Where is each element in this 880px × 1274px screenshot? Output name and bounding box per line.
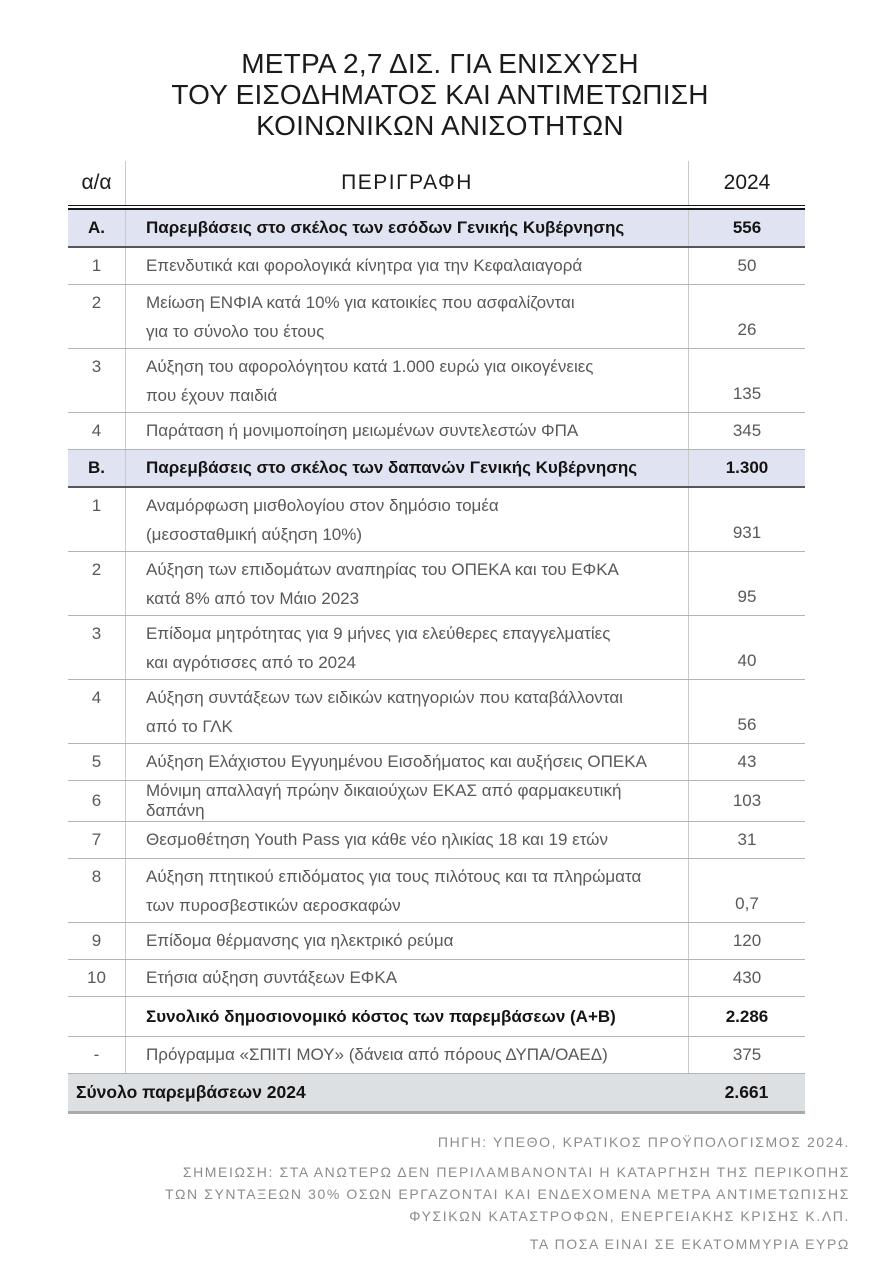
- row-value: 375: [688, 1037, 805, 1073]
- row-value: 430: [688, 960, 805, 996]
- row-description: [125, 680, 688, 743]
- description-line: από το ΓΛΚ: [146, 716, 233, 736]
- row-index: [68, 997, 125, 1036]
- description-line: που έχουν παιδιά: [146, 385, 278, 405]
- row-description: [125, 248, 688, 284]
- description-line: Επίδομα μητρότητας για 9 μήνες για ελεύθερες επαγγελματίες: [146, 623, 611, 643]
- page-title: [0, 0, 880, 141]
- row-value: 31: [688, 822, 805, 858]
- row-value: 26: [688, 285, 805, 348]
- grand-total-value: 2.661: [724, 1082, 769, 1102]
- row-description: [125, 744, 688, 780]
- table-row-section-a: [68, 210, 805, 248]
- row-index: Α.: [88, 218, 105, 237]
- row-value: 50: [688, 248, 805, 284]
- description-line: (μεσοσταθμική αύξηση 10%): [146, 524, 363, 544]
- table-row: [68, 349, 805, 413]
- description-line: των πυροσβεστικών αεροσκαφών: [146, 895, 401, 915]
- row-description: [125, 1037, 688, 1073]
- row-description: [125, 413, 688, 449]
- title-line-1: ΜΕΤΡΑ 2,7 ΔΙΣ. ΓΙΑ ΕΝΙΣΧΥΣΗ: [241, 48, 639, 79]
- row-value: 43: [688, 744, 805, 780]
- description-line: Παράταση ή μονιμοποίηση μειωμένων συντελεστών ΦΠΑ: [146, 421, 579, 440]
- description-line: Αύξηση Ελάχιστου Εγγυημένου Εισοδήματος και αυξήσεις ΟΠΕΚΑ: [146, 752, 647, 771]
- row-description: [125, 488, 688, 551]
- table-row: [68, 923, 805, 960]
- row-index: 3: [91, 357, 102, 376]
- description-line: Θεσμοθέτηση Youth Pass για κάθε νέο ηλικίας 18 και 19 ετών: [146, 830, 608, 849]
- footnote-line: ΤΩΝ ΣΥΝΤΑΞΕΩΝ 30% ΟΣΩΝ ΕΡΓΑΖΟΝΤΑΙ ΚΑΙ ΕΝΔΕΧΟΜΕΝΑ ΜΕΤΡΑ ΑΝΤΙΜΕΤΩΠΙΣΗΣ: [165, 1186, 850, 1202]
- table-row: [68, 413, 805, 450]
- table-row: [68, 680, 805, 744]
- table-row: [68, 744, 805, 781]
- row-index: 4: [91, 688, 102, 707]
- table-row: [68, 1037, 805, 1074]
- table-row: [68, 552, 805, 616]
- row-description: [125, 960, 688, 996]
- row-description: [125, 822, 688, 858]
- row-value: 556: [688, 210, 805, 246]
- row-value: 135: [688, 349, 805, 412]
- title-line-2: ΤΟΥ ΕΙΣΟΔΗΜΑΤΟΣ ΚΑΙ ΑΝΤΙΜΕΤΩΠΙΣΗ: [171, 79, 709, 110]
- row-index: 2: [91, 293, 102, 312]
- row-description: [125, 210, 688, 246]
- source-note: ΠΗΓΗ: ΥΠΕΘΟ, ΚΡΑΤΙΚΟΣ ΠΡΟΫΠΟΛΟΓΙΣΜΟΣ 2024.: [437, 1134, 850, 1150]
- measures-table: [68, 161, 805, 1114]
- row-value: 2.286: [688, 997, 805, 1036]
- row-index: 9: [91, 931, 102, 950]
- row-description: [125, 859, 688, 922]
- table-header-row: [68, 161, 805, 206]
- table-row: [68, 488, 805, 552]
- row-index: 5: [91, 752, 102, 771]
- row-description: [125, 285, 688, 348]
- description-line: και αγρότισσες από το 2024: [146, 652, 357, 672]
- row-value: 0,7: [688, 859, 805, 922]
- table-row: [68, 248, 805, 285]
- row-index: 7: [91, 830, 102, 849]
- row-description: [125, 349, 688, 412]
- description-line: Αύξηση πτητικού επιδόματος για τους πιλότους και τα πληρώματα: [146, 866, 642, 886]
- description-line: Αναμόρφωση μισθολογίου στον δημόσιο τομέα: [146, 495, 499, 515]
- footnote-line: ΣΗΜΕΙΩΣΗ: ΣΤΑ ΑΝΩΤΕΡΩ ΔΕΝ ΠΕΡΙΛΑΜΒΑΝΟΝΤΑΙ Η ΚΑΤΑΡΓΗΣΗ ΤΗΣ ΠΕΡΙΚΟΠΗΣ: [182, 1164, 850, 1180]
- footnote: [40, 1161, 850, 1227]
- row-value: 95: [688, 552, 805, 615]
- row-description: [125, 450, 688, 486]
- row-index: Β.: [88, 458, 105, 477]
- row-value: 56: [688, 680, 805, 743]
- row-index: 1: [91, 256, 102, 275]
- row-description: [125, 781, 688, 821]
- description-line: Αύξηση συντάξεων των ειδικών κατηγοριών που καταβάλλονται: [146, 687, 623, 707]
- description-line: Παρεμβάσεις στο σκέλος των εσόδων Γενικής Κυβέρνησης: [146, 218, 625, 237]
- table-row: [68, 822, 805, 859]
- table-row: [68, 960, 805, 997]
- description-line: Συνολικό δημοσιονομικό κόστος των παρεμβάσεων (Α+Β): [146, 1006, 616, 1026]
- row-description: [125, 923, 688, 959]
- row-index: 10: [87, 968, 106, 987]
- table-row: [68, 781, 805, 822]
- table-row: [68, 616, 805, 680]
- table-row: [68, 859, 805, 923]
- description-line: Μείωση ΕΝΦΙΑ κατά 10% για κατοικίες που ασφαλίζονται: [146, 292, 575, 312]
- description-line: Μόνιμη απαλλαγή πρώην δικαιούχων ΕΚΑΣ από φαρμακευτική δαπάνη: [146, 781, 622, 820]
- table-row-grand-total: [68, 1074, 805, 1114]
- row-description: [125, 616, 688, 679]
- table-row-section-b: [68, 450, 805, 488]
- description-line: Πρόγραμμα «ΣΠΙΤΙ ΜΟΥ» (δάνεια από πόρους ΔΥΠΑ/ΟΑΕΔ): [146, 1045, 608, 1064]
- row-index: 2: [91, 560, 102, 579]
- description-line: Παρεμβάσεις στο σκέλος των δαπανών Γενικής Κυβέρνησης: [146, 458, 638, 477]
- row-index: 4: [91, 421, 102, 440]
- description-line: Επίδομα θέρμανσης για ηλεκτρικό ρεύμα: [146, 931, 454, 950]
- amounts-unit-note: ΤΑ ΠΟΣΑ ΕΙΝΑΙ ΣΕ ΕΚΑΤΟΜΜΥΡΙΑ ΕΥΡΩ: [529, 1236, 850, 1252]
- row-value: 103: [688, 781, 805, 821]
- table-row: [68, 285, 805, 349]
- description-line: κατά 8% από τον Μάιο 2023: [146, 588, 360, 608]
- header-year: 2024: [688, 161, 805, 205]
- row-index: 6: [91, 791, 102, 810]
- row-value: 931: [688, 488, 805, 551]
- row-index: 1: [91, 496, 102, 515]
- row-description: [125, 997, 688, 1036]
- footnote-line: ΦΥΣΙΚΩΝ ΚΑΤΑΣΤΡΟΦΩΝ, ΕΝΕΡΓΕΙΑΚΗΣ ΚΡΙΣΗΣ Κ.ΛΠ.: [409, 1208, 850, 1224]
- description-line: Επενδυτικά και φορολογικά κίνητρα για την Κεφαλαιαγορά: [146, 256, 583, 275]
- row-description: [125, 552, 688, 615]
- description-line: Αύξηση των επιδομάτων αναπηρίας του ΟΠΕΚΑ και του ΕΦΚΑ: [146, 559, 619, 579]
- row-value: 40: [688, 616, 805, 679]
- row-value: 120: [688, 923, 805, 959]
- row-value: 1.300: [688, 450, 805, 486]
- page-footer: [0, 1134, 880, 1252]
- row-index: 3: [91, 624, 102, 643]
- row-index: 8: [91, 867, 102, 886]
- title-line-3: ΚΟΙΝΩΝΙΚΩΝ ΑΝΙΣΟΤΗΤΩΝ: [256, 110, 624, 141]
- row-index: -: [93, 1045, 100, 1064]
- header-index: α/α: [81, 171, 112, 194]
- row-value: 345: [688, 413, 805, 449]
- header-description: ΠΕΡΙΓΡΑΦΗ: [125, 161, 688, 205]
- description-line: Ετήσια αύξηση συντάξεων ΕΦΚΑ: [146, 968, 398, 987]
- description-line: για το σύνολο του έτους: [146, 321, 325, 341]
- description-line: Αύξηση του αφορολόγητου κατά 1.000 ευρώ για οικογένειες: [146, 356, 594, 376]
- table-row-subtotal: [68, 997, 805, 1037]
- grand-total-label: Σύνολο παρεμβάσεων 2024: [76, 1082, 306, 1102]
